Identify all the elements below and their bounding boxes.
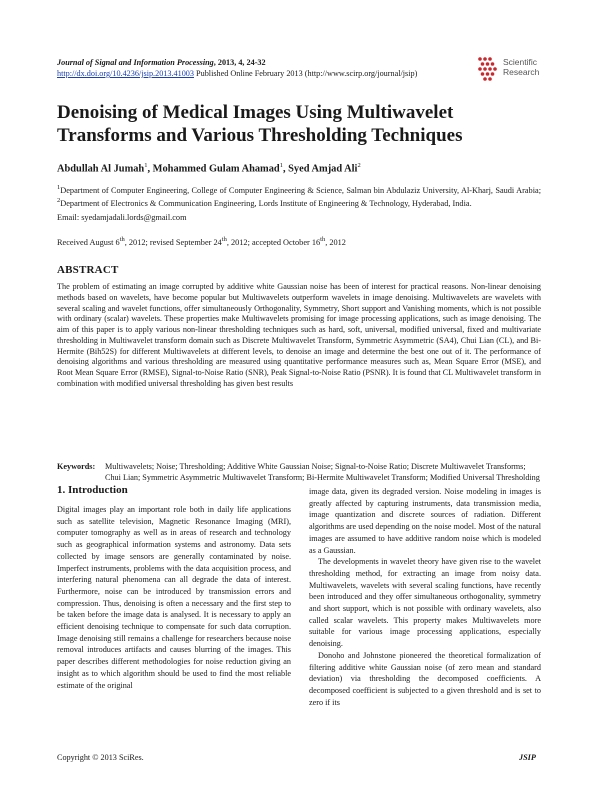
doi-link[interactable]: http://dx.doi.org/10.4236/jsip.2013.41003 xyxy=(57,69,194,78)
body-column-left xyxy=(57,504,291,691)
paragraph: Donoho and Johnstone pioneered the theoretical formalization of filtering additive white Gaussian noise (of zero mean and standard deviation) via thresholding the decomposed coefficients. A decomposed coefficient is subjected to a given threshold and is set to zero if its xyxy=(309,650,541,707)
publisher-logo xyxy=(476,56,546,84)
received-dates: Received August 6th, 2012; revised September 24th, 2012; accepted October 16th, 2012 xyxy=(57,236,346,247)
keywords-text: Multiwavelets; Noise; Thresholding; Additive White Gaussian Noise; Signal-to-Noise Ratio; Discrete Multiwavelet Transforms; Chui Lian; Symmetric Asymmetric Multiwavelet Transform; Bi-Hermite Multiwavelet Transform; Modified Universal Thresholding xyxy=(105,462,540,482)
section-heading: 1. Introduction xyxy=(57,484,128,496)
paragraph: The developments in wavelet theory have given rise to the wavelet thresholding method, for extracting an image from noisy data. Multiwavelets, wavelets with several scaling functions, have recently been introduced and they offer simultaneous orthogonality, symmetry and short support, which is not possible with ordinary wavelets, also called scalar wavelets. This property makes Multiwavelets more suitable for various image processing applications, especially denoising. xyxy=(309,557,541,649)
author-name: Abdullah Al Jumah xyxy=(57,163,145,175)
paragraph: Digital images play an important role both in daily life applications such as satellite television, Magnetic Resonance Imaging (MRI), computer tomography as well as in areas of research and technology such as geographical information systems and astronomy. Data sets collected by image sensors are generally contaminated by noise. Imperfect instruments, problems with the data acquisition process, and interfering natural phenomena can all degrade the data of interest. Furthermore, noise can be introduced by transmission errors and compression. Thus, denoising is often a necessary and the first step to be taken before the image data is analysed. It is necessary to apply an efficient denoising technique to compensate for such data corruption. Image denoising still remains a challenge for researchers because noise removal introduces artifacts and causes blurring of the images. This paper describes different methodologies for noise reduction giving an insight as to which algorithm should be used to find the most reliable estimate of the original xyxy=(57,505,291,690)
abstract-text: The problem of estimating an image corrupted by additive white Gaussian noise has been of interest for practical reasons. Non-linear denoising methods based on wavelets, have become popular but Multiwavelets outperform wavelets in image denoising. Multiwavelets are wavelets with several scaling and wavelet functions, offer simultaneously Orthogonality, Symmetry, Short support and Vanishing moments, which is not possible with ordinary (scalar) wavelets. These properties make Multiwavelets promising for image processing applications, such as image denoising. The aim of this paper is to apply various non-linear thresholding techniques such as hard, soft, universal, modified universal, fixed and multivariate thresholding in Multiwavelet transform domain such as Discrete Multiwavelet Transform, Symmetric Asymmetric (SA4), Chui Lian (CL), and Bi-Hermite (Bih52S) for different Multiwavelets at different levels, to denoise an image and determine the best one out of it. The performance of denoising algorithms and various thresholding are measured using quantitative performance measures such as, Mean Square Error (MSE), and Root Mean Square Error (RMSE), Signal-to-Noise Ratio (SNR), Peak Signal-to-Noise Ratio (PSNR). It is found that CL Multiwavelet transform in combination with modified universal thresholding has given best results xyxy=(57,282,541,388)
body-column-right xyxy=(309,486,541,708)
published-info: Published Online February 2013 (http://www.scirp.org/journal/jsip) xyxy=(194,69,418,78)
author-name: Mohammed Gulam Ahamad xyxy=(152,163,280,175)
scientific-research-logo-icon xyxy=(476,56,502,84)
author-name: Syed Amjad Ali xyxy=(288,163,358,175)
paragraph: image data, given its degraded version. Noise modeling in images is greatly affected by capturing instruments, data transmission media, image quantization and discrete sources of radiation. Different algorithms are used depending on the noise model. Most of the natural images are assumed to have additive random noise which is modeled as a Gaussian. xyxy=(309,487,541,555)
paper-title: Denoising of Medical Images Using Multiwavelet Transforms and Various Thresholding Techniques xyxy=(57,102,463,146)
abstract-heading: ABSTRACT xyxy=(57,264,119,276)
logo-text: Scientific Research xyxy=(503,57,540,77)
journal-header xyxy=(57,57,477,79)
volume-info: , 2013, 4, 24-32 xyxy=(213,58,266,67)
journal-name: Journal of Signal and Information Processing xyxy=(57,58,214,67)
affiliations: $^1$Department of Computer Engineering, College of Computer Engineering & Science, Salman bin Abdulaziz University, Al-Kharj, Saudi Arabia; $^2$Department of Electronics & Communication Engineering, Lords Institute of Engineering & Technology, Hyderabad, India. xyxy=(57,184,541,209)
keywords xyxy=(57,462,541,484)
authors: Abdullah Al Jumah$^1$, Mohammed Gulam Ahamad$^1$, Syed Amjad Ali$^2$ xyxy=(57,162,361,175)
keywords-label: Keywords: xyxy=(57,462,96,471)
email: Email: syedamjadali.lords@gmail.com xyxy=(57,213,187,222)
journal-abbreviation: JSIP xyxy=(519,753,536,762)
copyright: Copyright © 2013 SciRes. xyxy=(57,753,144,762)
